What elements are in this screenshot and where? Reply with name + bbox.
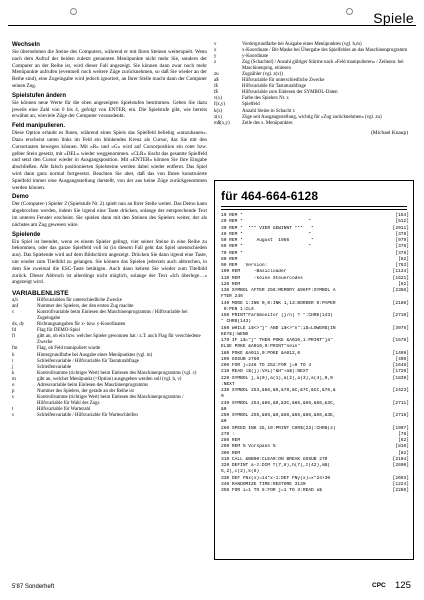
variable-name: t	[12, 406, 14, 412]
variable-description: Hilfsvariable für unterschiedliche Zwecke	[242, 78, 325, 84]
variable-description: Schleifenvariable / Hilfsvariable für Tastaturabfrage	[37, 358, 139, 364]
code-line	[221, 488, 409, 494]
code-text: 290 REM % Vorspann %	[221, 444, 276, 450]
variable-name: p	[12, 388, 15, 394]
section-text: Sie können neue Werte für die oben angezeigten Spielstufen bestimmen. Geben Sie dazu jeweils eine Zahl von 0 bis 4, gefolgt von ENTER, ein. Die Spielstufe gibt, wie bereits erwähnt an, wieviele Züge der Computer vorausdenkt.	[12, 99, 207, 120]
checksum: [78]	[398, 431, 409, 437]
author: (Michael Knaup)	[371, 129, 408, 136]
code-text: KEY$):WEND	[221, 331, 249, 337]
code-text: 140 MODE 1:INK 0,0:INK 1,13:BORDER 0:PAPER	[221, 300, 336, 306]
checksum: [1648]	[392, 363, 409, 368]
section-title: Spiele	[373, 10, 414, 26]
checksum: [82]	[398, 438, 409, 443]
variable-name: c	[12, 310, 15, 316]
variable-name: k(x)	[214, 108, 223, 114]
variable-description: Vordergrundfarbe bei Ausgabe eines Menüpunktes (vgl. h,m)	[242, 42, 362, 47]
code-text: 310 CALL &BB00:CLEAR:ON BREAK GOSUB 270	[221, 456, 328, 462]
checksum: [1498]	[392, 350, 409, 356]
page-number: 125	[395, 580, 411, 591]
variable-description: Zeile des x. Menüpunktes	[242, 120, 293, 126]
variable-name: i$	[214, 84, 218, 90]
checksum: [979]	[395, 238, 409, 243]
checksum: [2286]	[392, 488, 409, 493]
code-text: 20 REM * *	[221, 219, 312, 225]
variable-name: c(x)	[214, 96, 222, 102]
variable-name: a,b	[12, 298, 18, 304]
variable-description: Züge seit Ausgangsstellung, wichtig für »Zug zurücknehmen« (vgl. zu)	[242, 114, 382, 120]
checksum: [378]	[395, 250, 409, 256]
variable-description: Kontrollvariable beim Einlesen des Maschinenprogramms / Hilfsvariable bei Zugeingabe	[37, 310, 188, 322]
variable-description: Hilfsvariablen für unterschiedliche Zwecke	[37, 298, 122, 304]
code-text: 170 IF i$="j" THEN POKE &A010,1:PRINT"ja"	[221, 338, 333, 343]
variable-name: dx, dy	[12, 322, 25, 328]
listing-rule	[221, 206, 407, 207]
variable-row	[12, 334, 207, 346]
code-text: 40 REM * *	[221, 231, 312, 237]
checksum: [2718]	[392, 413, 409, 418]
variable-name: k	[12, 370, 15, 376]
variable-list-title: VARIABLENLISTE	[12, 290, 69, 298]
variable-name: y	[214, 54, 217, 60]
section-text: Der (Computer-) Spieler 2 (Spielstufe Nr. 2) spielt nun an Ihrer Stelle weiter. Das Demo kann abgebrochen werden, indem Sie irgend eine Taste drücken, solange der entsprechende Text im unteren Fenster erscheint. Sie spielen dann mit den Steinen des Spielers weiter, der als nächstes am Zug gewesen wäre.	[12, 201, 207, 228]
header-rule	[8, 25, 416, 26]
checksum: [1720]	[392, 369, 409, 375]
code-text: 110 REM -keine Steuercodes	[221, 275, 303, 281]
checksum: [1997]	[392, 425, 409, 431]
variable-row	[12, 413, 207, 419]
code-text: 260 SPEED INK 25,10:PRINT CHR$(23):CHR$(4)	[221, 425, 336, 431]
variable-description: y-Koordinate	[242, 54, 269, 60]
section-text: Diese Option erlaubt es Ihnen, während eines Spiels das Spielfeld beliebig »umzubauen«. Dazu erscheint unten links im Feld ein blinkendes Kreuz als Cursor, das Sie mit den Cursortasten bewegen können. Mit »R« und »G« wird auf Cursorposition ein roter bzw. gelber Stein gesetzt, mit »DEL« wieder weggenommen. »CLR« löscht das gesamte Spielfeld und setzt den Cursor wieder in Ausgangsposition. Mit »ENTER« können Sie Ihre Eingabe abschließen. Alle falsch positionierten Spielsteine werden dabei wieder entfernt. Das Spiel wird dann ganz normal fortgesetzt. Beachten Sie aber, daß das von Ihnen konstruierte Spielfeld immer eine Ausgangsstellung darstellt, von der aus keine Züge zurückgenommen werden können.	[12, 130, 207, 191]
code-text: 70 REM *	[221, 250, 243, 256]
issue-label: 5'87 Sonderheft	[12, 584, 55, 590]
code-text: 120 REM	[221, 281, 241, 287]
variable-description: Hilfsvariable für Tastaturabfrage	[242, 84, 306, 90]
code-text: 30 REM * *** VIER GEWINNT *** *	[221, 225, 314, 231]
code-text: 230 SYMBOL 253,&66,&0,&78,&C,&7C,&CC,&76,&	[221, 388, 336, 393]
variable-description: Kontrollsumme (richtiger Wert) beim Einlesen des Maschinenprogramms / Hilfsvariable für Wahl des Zugs	[37, 394, 184, 406]
variable-description: Schleifenvariable	[37, 364, 72, 370]
variable-description: Richtungsangaben für x- bzw. y-Koordinaten	[37, 322, 126, 328]
code-text: 250 SYMBOL 255,&66,&0,&66,&66,&66,&66,&3E,	[221, 413, 336, 418]
checksum: [1839]	[392, 375, 409, 381]
variable-description: Farbe des Spielers Nr. x	[242, 96, 289, 102]
checksum: [1621]	[392, 275, 409, 281]
variable-description: Adressvariable beim Einlesen des Maschinenprogramms	[37, 382, 149, 388]
code-text: 220 SYMBOL j,a(0),a(1),a(2),a(3),a(4),0,0	[221, 375, 333, 381]
checksum: [1224]	[392, 481, 409, 487]
code-text: 350 FOR i=1 TO 6:FOR j=1 TO 3:READ a$	[221, 488, 322, 493]
checksum: [2710]	[392, 313, 409, 318]
variable-name: fd	[12, 328, 17, 334]
checksum: [2180]	[392, 300, 409, 306]
checksum: [1134]	[392, 269, 409, 275]
checksum: [763]	[395, 263, 409, 268]
code-text: 50 REM * August 1986 *	[221, 238, 314, 243]
variable-name: j	[12, 364, 14, 370]
variable-name: zu	[214, 72, 219, 78]
variable-name: a$	[214, 78, 219, 84]
code-text: 130 SYMBOL AFTER 256:MEMORY &96FF:SYMBOL A	[221, 288, 336, 293]
variable-row	[12, 310, 207, 322]
variable-name: v	[214, 42, 217, 47]
checksum: [3976]	[392, 325, 409, 331]
program-listing	[214, 180, 414, 560]
code-text: 240 SYMBOL 254,&66,&0,&3C,&66,&66,&66,&3C,	[221, 400, 336, 406]
checksum: [82]	[398, 281, 409, 287]
code-text: 5,2),c(2),k(8)	[221, 469, 260, 475]
code-text: 160 WHILE i$<>"j" AND i$<>"n":i$=LOWER$(IN	[221, 325, 336, 331]
variable-description: Anzahl Steine in Schacht x	[242, 108, 295, 114]
variable-name: m	[12, 376, 16, 382]
code-text: 300 REM	[221, 450, 241, 456]
variable-name: m$(x,y)	[214, 120, 230, 126]
variable-description: Zugzähler (vgl. z(x))	[242, 72, 283, 78]
variable-name: l$	[214, 90, 218, 96]
code-text: FTER 246	[221, 294, 243, 300]
variable-name: x	[214, 48, 217, 54]
register-mark	[346, 8, 353, 15]
checksum: [2011]	[392, 225, 409, 231]
code-text: &0	[221, 419, 227, 425]
variable-name: anf	[12, 304, 19, 310]
code-text: 190 GOSUB 2760	[221, 356, 260, 362]
variable-name: fm	[12, 346, 18, 352]
code-text: " CHR$(143)	[221, 319, 252, 325]
checksum: [154]	[395, 213, 409, 218]
variable-description: gibt an, ob ein bzw. welcher Spieler gewonnen hat / z.T. auch Flag für verschiedene Zwecke	[37, 334, 201, 346]
register-mark	[70, 8, 77, 15]
section-heading: Spielstufen ändern	[12, 92, 67, 99]
variable-description: Hilfsvariable zum Einlesen der SYMBOL-Daten	[242, 90, 338, 96]
checksum: [2388]	[392, 288, 409, 293]
code-text: 320 DEFINT a-z:DIM f(7,8),h(7),z(42),m$(	[221, 463, 331, 468]
variable-name: z	[214, 60, 217, 66]
section-heading: Demo	[12, 194, 29, 201]
code-text: &0	[221, 406, 227, 412]
checksum: [2693]	[392, 475, 409, 481]
variable-description: Kontrollsumme (richtiger Wert) beim Einlesen des Maschinenprogramms (vgl. c)	[37, 370, 197, 376]
section-heading: Spielende	[12, 231, 41, 238]
code-text: 100 REM -Basicloader	[221, 269, 287, 275]
section-text: Sie übernehmen die Steine des Computers, während er mit Ihren Steinen weiterspielt. Wenn nach dem Aufruf der beiden zuletzt genannten Menüpunkte nicht mehr Sie, sondern der Computer an der Reihe ist, wird dieser Fall angezeigt. Sie können dann zwar noch mehr Menüpunkte aufrufen (eventuell noch weitere Züge zurücknehmen, so daß Sie wieder an der Reihe sind), eine Zugeingabe wird jedoch ignoriert, an Ihrer Stelle macht dann der Computer seinen Zug.	[12, 49, 207, 89]
code-text: :NEXT	[221, 381, 235, 387]
variable-list	[12, 298, 207, 419]
variable-row	[214, 121, 414, 127]
variable-name: s	[12, 413, 14, 418]
code-text: 180 POKE &A011,0:POKE &A012,0	[221, 350, 301, 356]
variable-description: Flag, ob Feld manipuliert wurde	[37, 346, 101, 352]
code-text: 200 FOR j=246 TO 252:FOR j=0 TO 4	[221, 363, 312, 368]
variable-description: Nummer des Spielers, der den ersten Zug machte	[37, 304, 134, 310]
variable-description: Hilfsvariable für Wartezahl	[37, 406, 91, 412]
magazine-logo: CPC	[372, 582, 386, 589]
variable-name: z(x)	[214, 114, 222, 120]
section-text: Ein Spiel ist beendet, wenn es einem Spieler gelingt, vier seiner Steine in eine Reihe zu bekommen, oder das ganze Spielfeld voll ist (in diesem Fall geht das Spiel unentschieden aus). Das Spielende wird auf dem Bildschirm angezeigt. Drücken Sie dann irgend eine Taste, um wieder zum Titelbild zu gelangen. Sie können das Spielen jederzeit auch abbrechen, in dem Sie zweimal die ESC-Taste betätigen. Auch dann kehren Sie wieder zum Titelbild zurück. Dieser Abbruch ist allerdings nicht möglich, solange der Text »Ich überlege…« angezeigt wird.	[12, 238, 207, 286]
checksum: [1578]	[392, 338, 409, 343]
variable-name: h	[12, 352, 15, 358]
variable-name: i	[12, 358, 14, 364]
section-heading: Wechseln	[12, 42, 40, 48]
checksum: [2711]	[392, 400, 409, 406]
code-text: 0	[221, 394, 224, 400]
variable-description: Hintergrundfarbe bei Ausgabe eines Menüpunktes (vgl. m)	[37, 352, 153, 358]
code-text: 90 REM Version:	[221, 263, 268, 268]
variable-name: o	[12, 382, 15, 388]
code-text: 0:PEN 1:CLS	[221, 306, 254, 312]
code-text: 280 REM	[221, 438, 241, 443]
checksum: [2690]	[392, 463, 409, 468]
variable-description: Spielfeld	[242, 102, 260, 108]
code-text: 270 :	[221, 431, 235, 437]
variable-row	[12, 395, 207, 407]
code-text: 80 REM	[221, 256, 238, 262]
variable-name: f(x,y)	[214, 102, 225, 108]
checksum: [2104]	[392, 456, 409, 462]
code-text: 60 REM * *	[221, 244, 312, 250]
checksum: [82]	[398, 256, 409, 262]
variable-list-continued	[214, 42, 414, 127]
listing-rule	[221, 209, 407, 210]
variable-description: Zug (Schachtel) / Anzahl gültiger Stürme nach »Feld manipulieren« / Zeilennr. bei Maschinenprog. einlesen	[242, 60, 404, 72]
code-text: 340 RANDOMIZE TIME:RESTORE 3130	[221, 481, 306, 487]
code-text: 150 PRINT"Farbmonitor [j/n] ? ":CHR$(143)	[221, 313, 333, 318]
checksum: [810]	[395, 444, 409, 450]
variable-name: fl	[12, 334, 15, 340]
checksum: [378]	[395, 244, 409, 250]
variable-description: x-Koordinate / Bit-Maske bei Übergabe des Spielfeldes an das Maschinenprogramm	[242, 48, 408, 54]
code-text: 10 REM *	[221, 213, 243, 218]
section-heading: Feld manipulieren.	[12, 123, 66, 130]
checksum: [490]	[395, 356, 409, 362]
left-column	[12, 42, 207, 419]
code-text: 210 READ l$(j):VAL("&H"+a$):NEXT	[221, 369, 309, 375]
checksum: [512]	[395, 219, 409, 225]
variable-description: Flag für DEMO-Spiel	[37, 328, 80, 334]
listing-title: für 464-664-6128	[221, 189, 319, 203]
code-block	[221, 213, 409, 494]
checksum: [82]	[398, 450, 409, 456]
checksum: [2423]	[392, 388, 409, 393]
variable-description: Nummer des Spielers, der gerade an der Reihe ist	[37, 388, 134, 394]
code-text: 330 DEF FNx(x)=14*x-1:DEF FNy(x)=x*24+30	[221, 475, 331, 481]
variable-name: s	[12, 394, 14, 400]
checksum: [378]	[395, 231, 409, 237]
variable-description: Schleifenvariable / Hilfsvariable für Warteschleifen	[37, 413, 138, 418]
variable-description: gibt an, welcher Menüpunkt (=Option) ausgegeben werden soll (vgl. h, v)	[37, 376, 182, 382]
variable-row	[214, 60, 414, 72]
right-column	[214, 42, 414, 136]
code-text: ELSE POKE &A010,0:PRINT"nein"	[221, 344, 301, 350]
